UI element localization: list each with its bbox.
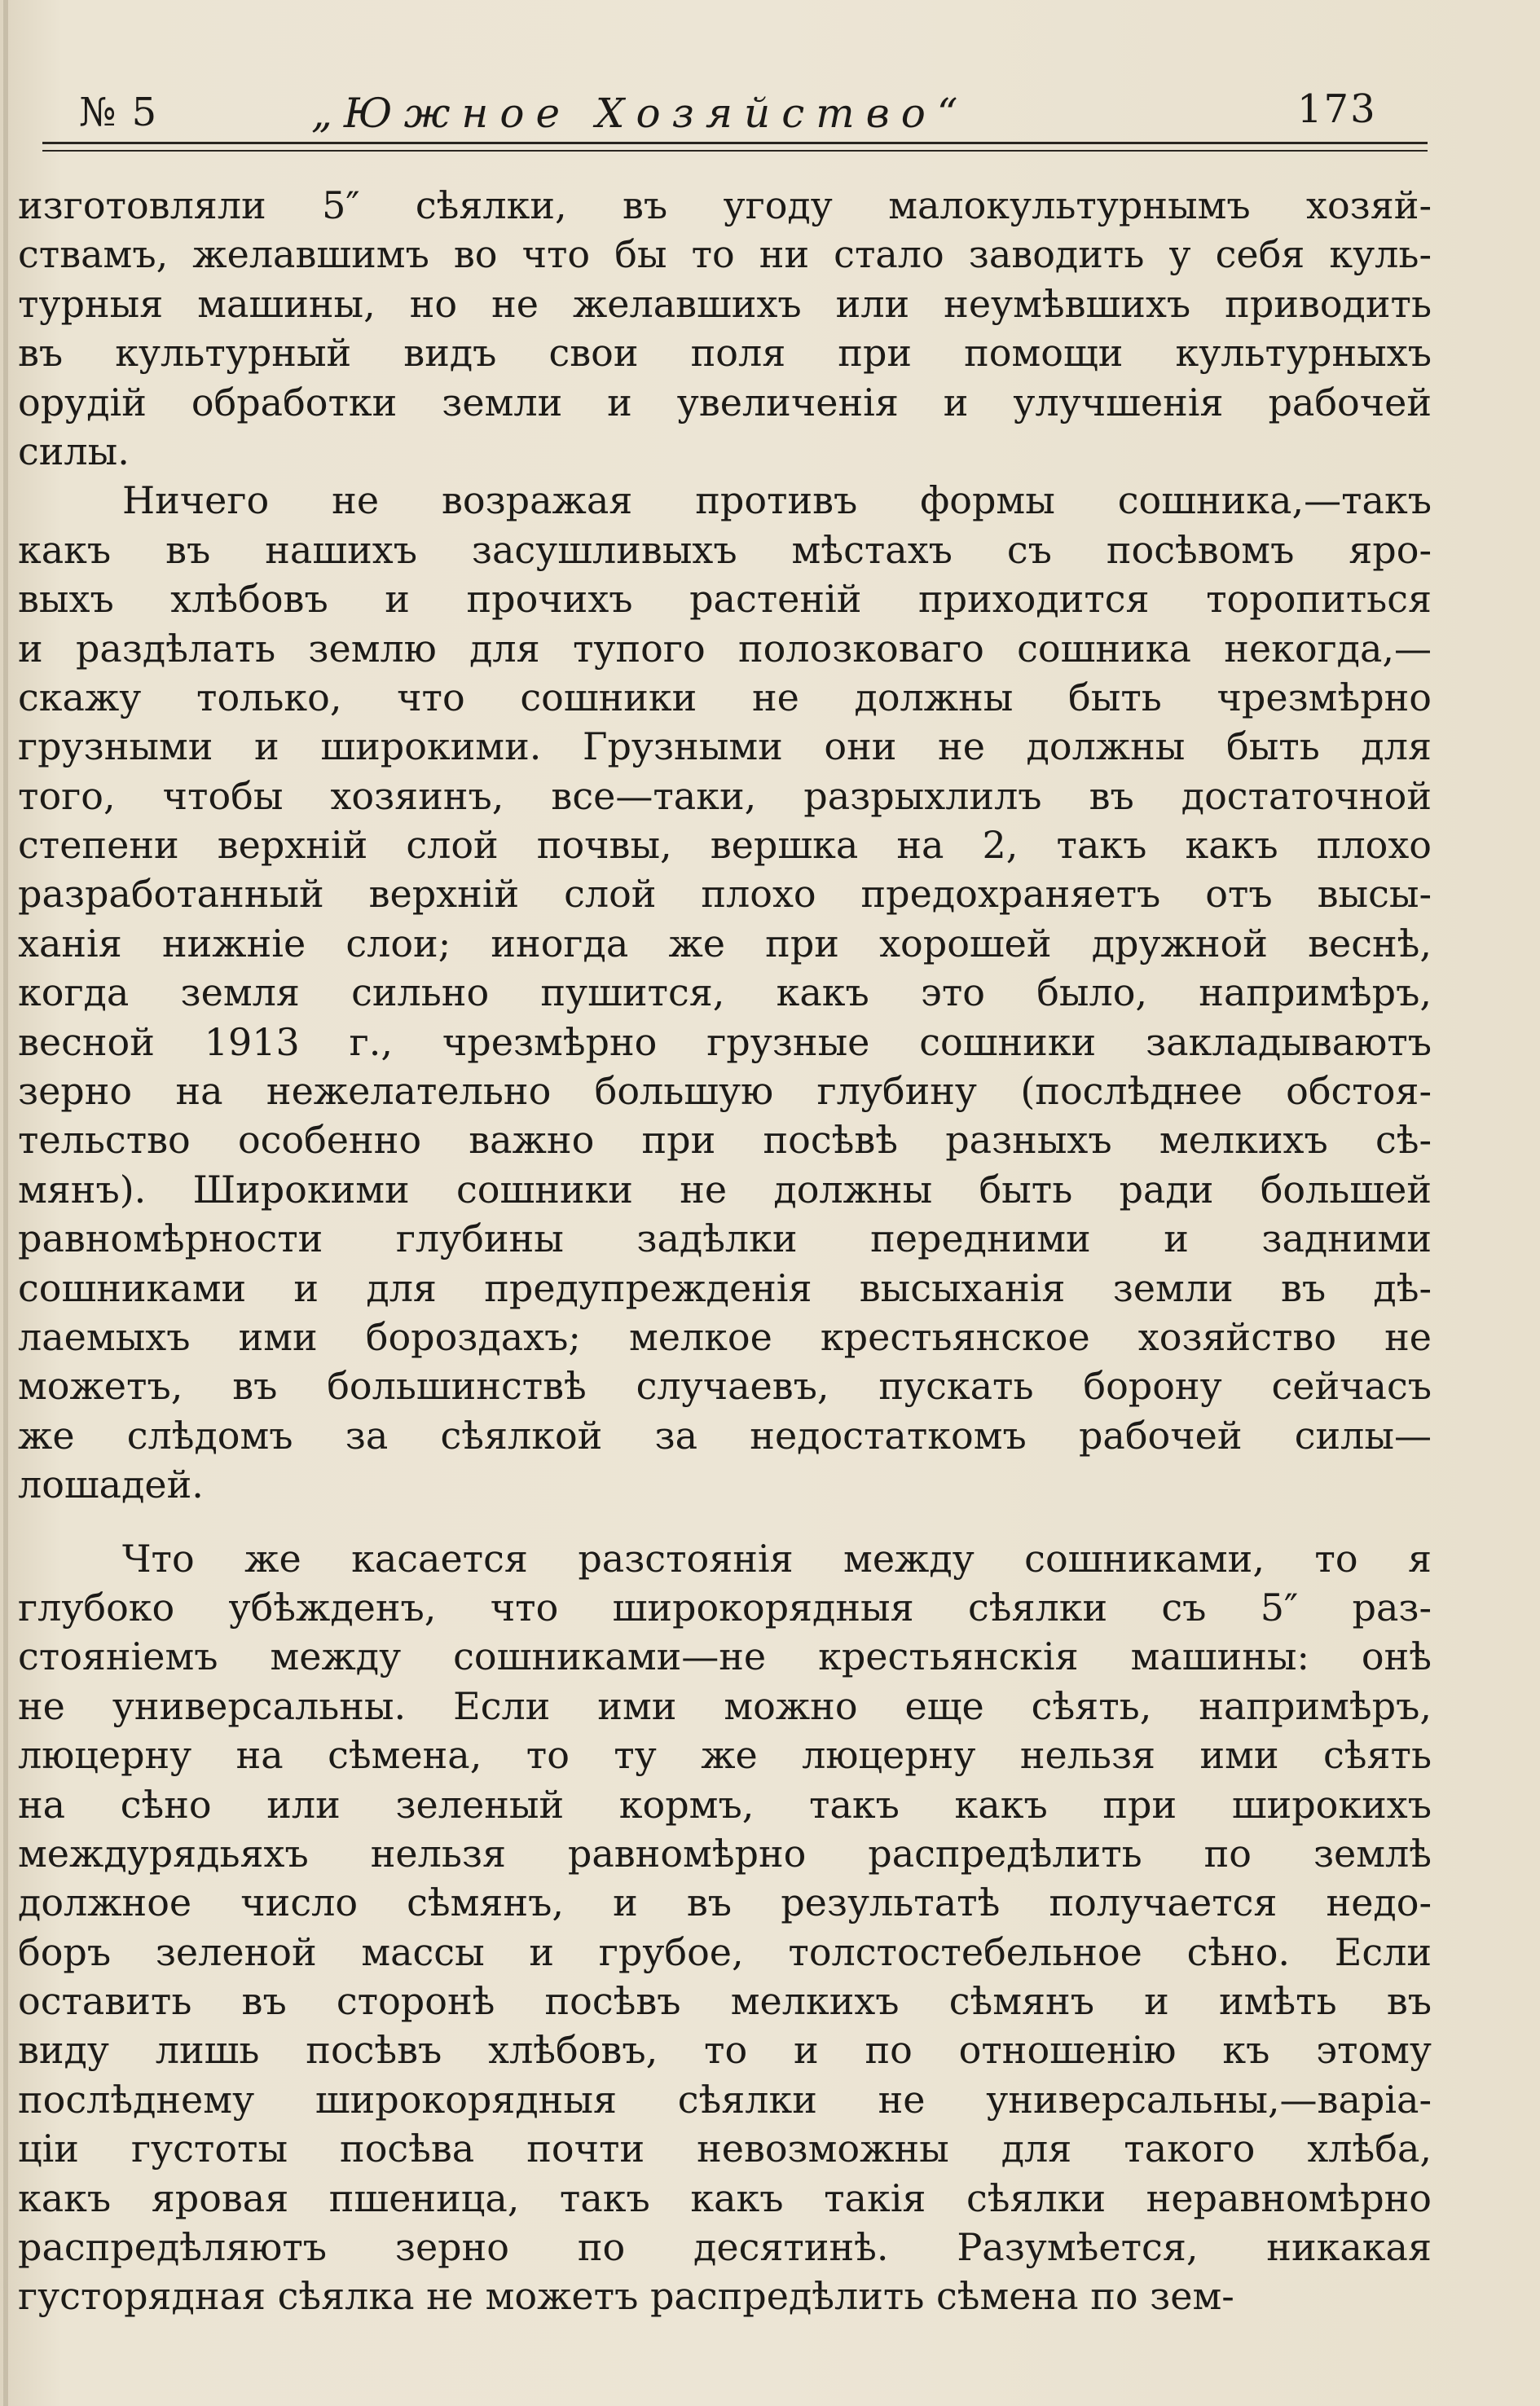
text-line: Ничего не возражая противъ формы сошника,—такъ — [122, 478, 1432, 523]
text-line: весной 1913 г., чрезмѣрно грузные сошники закладываютъ — [18, 1019, 1432, 1064]
text-line: же слѣдомъ за сѣялкой за недостаткомъ рабочей силы— — [18, 1413, 1432, 1458]
header-rule-thin — [42, 150, 1428, 152]
text-line: можетъ, въ большинствѣ случаевъ, пускать борону сейчасъ — [18, 1364, 1432, 1409]
text-line: глубоко убѣжденъ, что широкорядныя сѣялки съ 5″ раз- — [18, 1585, 1432, 1630]
page-number: 173 — [1297, 86, 1377, 132]
running-header — [42, 75, 1428, 145]
text-line: мянъ). Широкими сошники не должны быть ради большей — [18, 1167, 1432, 1212]
text-line: ціи густоты посѣва почти невозможны для такого хлѣба, — [18, 2127, 1432, 2171]
text-line: выхъ хлѣбовъ и прочихъ растеній приходится торопиться — [18, 577, 1432, 622]
text-line: послѣднему широкорядныя сѣялки не универсальны,—варіа- — [18, 2077, 1432, 2122]
text-line: въ культурный видъ свои поля при помощи культурныхъ — [18, 331, 1432, 376]
text-line: скажу только, что сошники не должны быть чрезмѣрно — [18, 675, 1432, 719]
text-line: междурядьяхъ нельзя равномѣрно распредѣлить по землѣ — [18, 1831, 1432, 1876]
text-line: тельство особенно важно при посѣвѣ разныхъ мелкихъ сѣ- — [18, 1118, 1432, 1163]
text-line: какъ въ нашихъ засушливыхъ мѣстахъ съ посѣвомъ яро- — [18, 527, 1432, 572]
text-line: степени верхній слой почвы, вершка на 2, такъ какъ плохо — [18, 823, 1432, 868]
text-line: боръ зеленой массы и грубое, толстостебельное сѣно. Если — [18, 1929, 1432, 1974]
header-rule-thick — [42, 142, 1428, 144]
text-line: стояніемъ между сошниками—не крестьянскія машины: онѣ — [18, 1634, 1432, 1679]
text-line: на сѣно или зеленый кормъ, такъ какъ при широкихъ — [18, 1782, 1432, 1827]
text-line: ханія нижніе слои; иногда же при хорошей дружной веснѣ, — [18, 921, 1432, 965]
text-line: грузными и широкими. Грузными они не должны быть для — [18, 724, 1432, 769]
text-line: равномѣрности глубины задѣлки передними и задними — [18, 1216, 1432, 1261]
text-line: должное число сѣмянъ, и въ результатѣ получается недо- — [18, 1880, 1432, 1925]
text-line: виду лишь посѣвъ хлѣбовъ, то и по отношенію къ этому — [18, 2028, 1432, 2073]
text-line: распредѣляютъ зерно по десятинѣ. Разумѣется, никакая — [18, 2225, 1432, 2270]
text-line: Что же касается разстоянія между сошниками, то я — [122, 1536, 1432, 1581]
text-line: ствамъ, желавшимъ во что бы то ни стало заводить у себя куль- — [18, 232, 1432, 277]
text-line: турныя машины, но не желавшихъ или неумѣвшихъ приводить — [18, 281, 1432, 326]
text-line: орудій обработки земли и увеличенія и улучшенія рабочей — [18, 380, 1432, 424]
issue-number: № 5 — [79, 90, 159, 135]
body-text — [18, 181, 1432, 2321]
text-line: густорядная сѣялка не можетъ распредѣлить сѣмена по зем- — [18, 2274, 1234, 2319]
paragraph-gap — [18, 1510, 1432, 1534]
text-line: оставить въ сторонѣ посѣвъ мелкихъ сѣмянъ и имѣть въ — [18, 1979, 1432, 2024]
text-line: и раздѣлать землю для тупого полозковаго сошника некогда,— — [18, 626, 1432, 671]
journal-title: „Южное Хозяйство“ — [311, 90, 970, 137]
text-line: люцерну на сѣмена, то ту же люцерну нельзя ими сѣять — [18, 1733, 1432, 1778]
text-line: не универсальны. Если ими можно еще сѣять, напримѣръ, — [18, 1683, 1432, 1728]
text-line: лаемыхъ ими бороздахъ; мелкое крестьянское хозяйство не — [18, 1314, 1432, 1359]
text-line: сошниками и для предупрежденія высыханія земли въ дѣ- — [18, 1265, 1432, 1310]
binding-edge — [3, 0, 8, 2406]
text-line: лошадей. — [18, 1463, 204, 1507]
text-line: того, чтобы хозяинъ, все—таки, разрыхлилъ въ достаточной — [18, 773, 1432, 818]
text-line: разработанный верхній слой плохо предохраняетъ отъ высы- — [18, 872, 1432, 917]
text-line: изготовляли 5″ сѣялки, въ угоду малокультурнымъ хозяй- — [18, 183, 1432, 227]
text-line: зерно на нежелательно большую глубину (послѣднее обстоя- — [18, 1069, 1432, 1114]
text-line: какъ яровая пшеница, такъ какъ такія сѣялки неравномѣрно — [18, 2175, 1432, 2220]
text-line: силы. — [18, 429, 130, 473]
text-line: когда земля сильно пушится, какъ это было, напримѣръ, — [18, 970, 1432, 1015]
